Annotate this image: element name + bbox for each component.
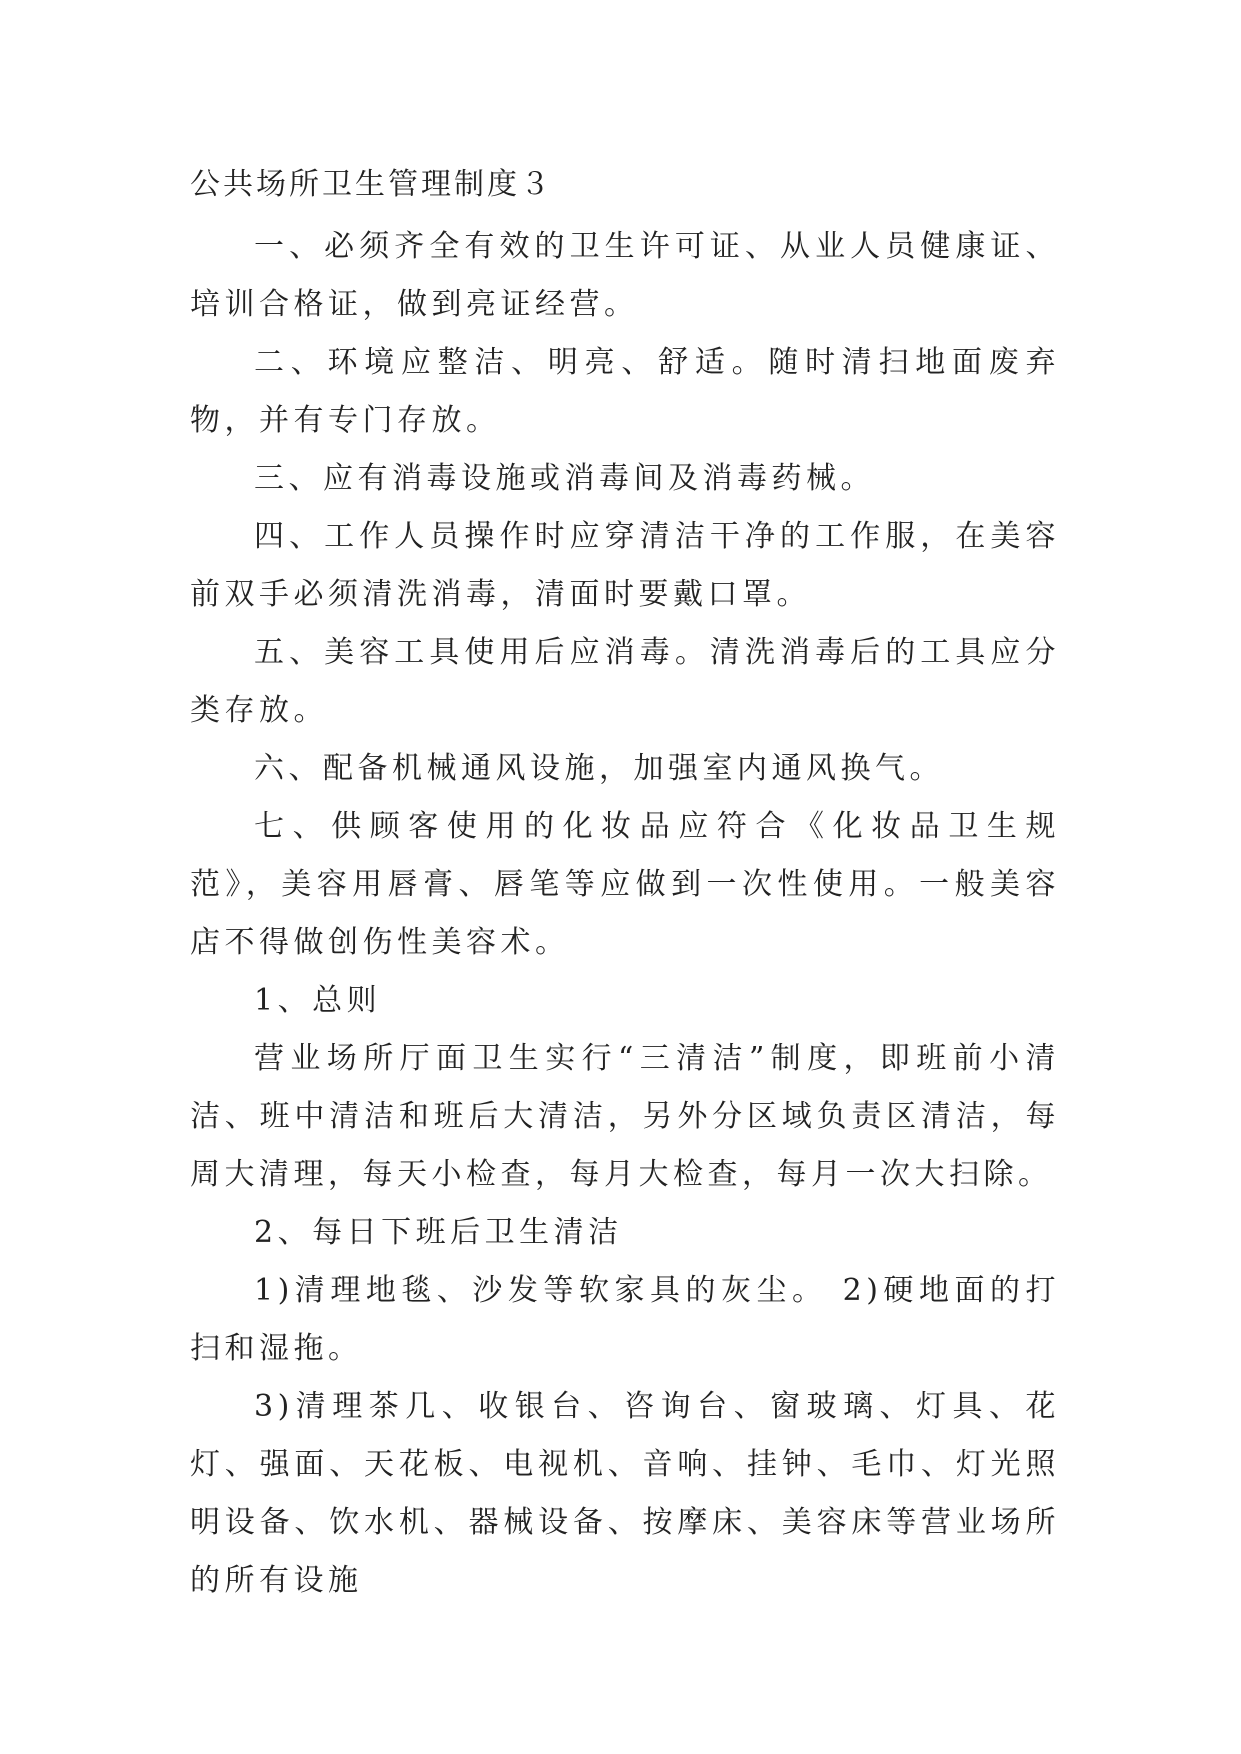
paragraph-1: 一、必须齐全有效的卫生许可证、从业人员健康证、培训合格证，做到亮证经营。 <box>190 229 1060 322</box>
paragraph-daily-items-1-2: 1)清理地毯、沙发等软家具的灰尘。 2)硬地面的打扫和湿拖。 <box>190 1273 1060 1366</box>
paragraph-general-body: 营业场所厅面卫生实行“三清洁”制度，即班前小清洁、班中清洁和班后大清洁，另外分区域负责区清洁，每周大清理，每天小检查，每月大检查，每月一次大扫除。 <box>190 1041 1060 1192</box>
paragraph-daily-item-3: 3)清理茶几、收银台、咨询台、窗玻璃、灯具、花灯、强面、天花板、电视机、音响、挂钟、毛巾、灯光照明设备、饮水机、器械设备、按摩床、美容床等营业场所的所有设施 <box>190 1389 1060 1598</box>
paragraph-6: 六、配备机械通风设施，加强室内通风换气。 <box>254 751 944 786</box>
section-heading-daily-cleaning: 2、每日下班后卫生清洁 <box>254 1215 623 1250</box>
paragraph-3: 三、应有消毒设施或消毒间及消毒药械。 <box>254 461 875 496</box>
document-title: 公共场所卫生管理制度３ <box>190 167 553 202</box>
paragraph-4: 四、工作人员操作时应穿清洁干净的工作服，在美容前双手必须清洗消毒，清面时要戴口罩。 <box>190 519 1060 612</box>
document-body <box>190 160 1060 1610</box>
paragraph-7: 七、供顾客使用的化妆品应符合《化妆品卫生规范》，美容用唇膏、唇笔等应做到一次性使用。一般美容店不得做创伤性美容术。 <box>190 809 1060 960</box>
paragraph-5: 五、美容工具使用后应消毒。清洗消毒后的工具应分类存放。 <box>190 635 1060 728</box>
section-heading-general: 1、总则 <box>254 983 382 1018</box>
paragraph-2: 二、环境应整洁、明亮、舒适。随时清扫地面废弃物，并有专门存放。 <box>190 345 1060 438</box>
